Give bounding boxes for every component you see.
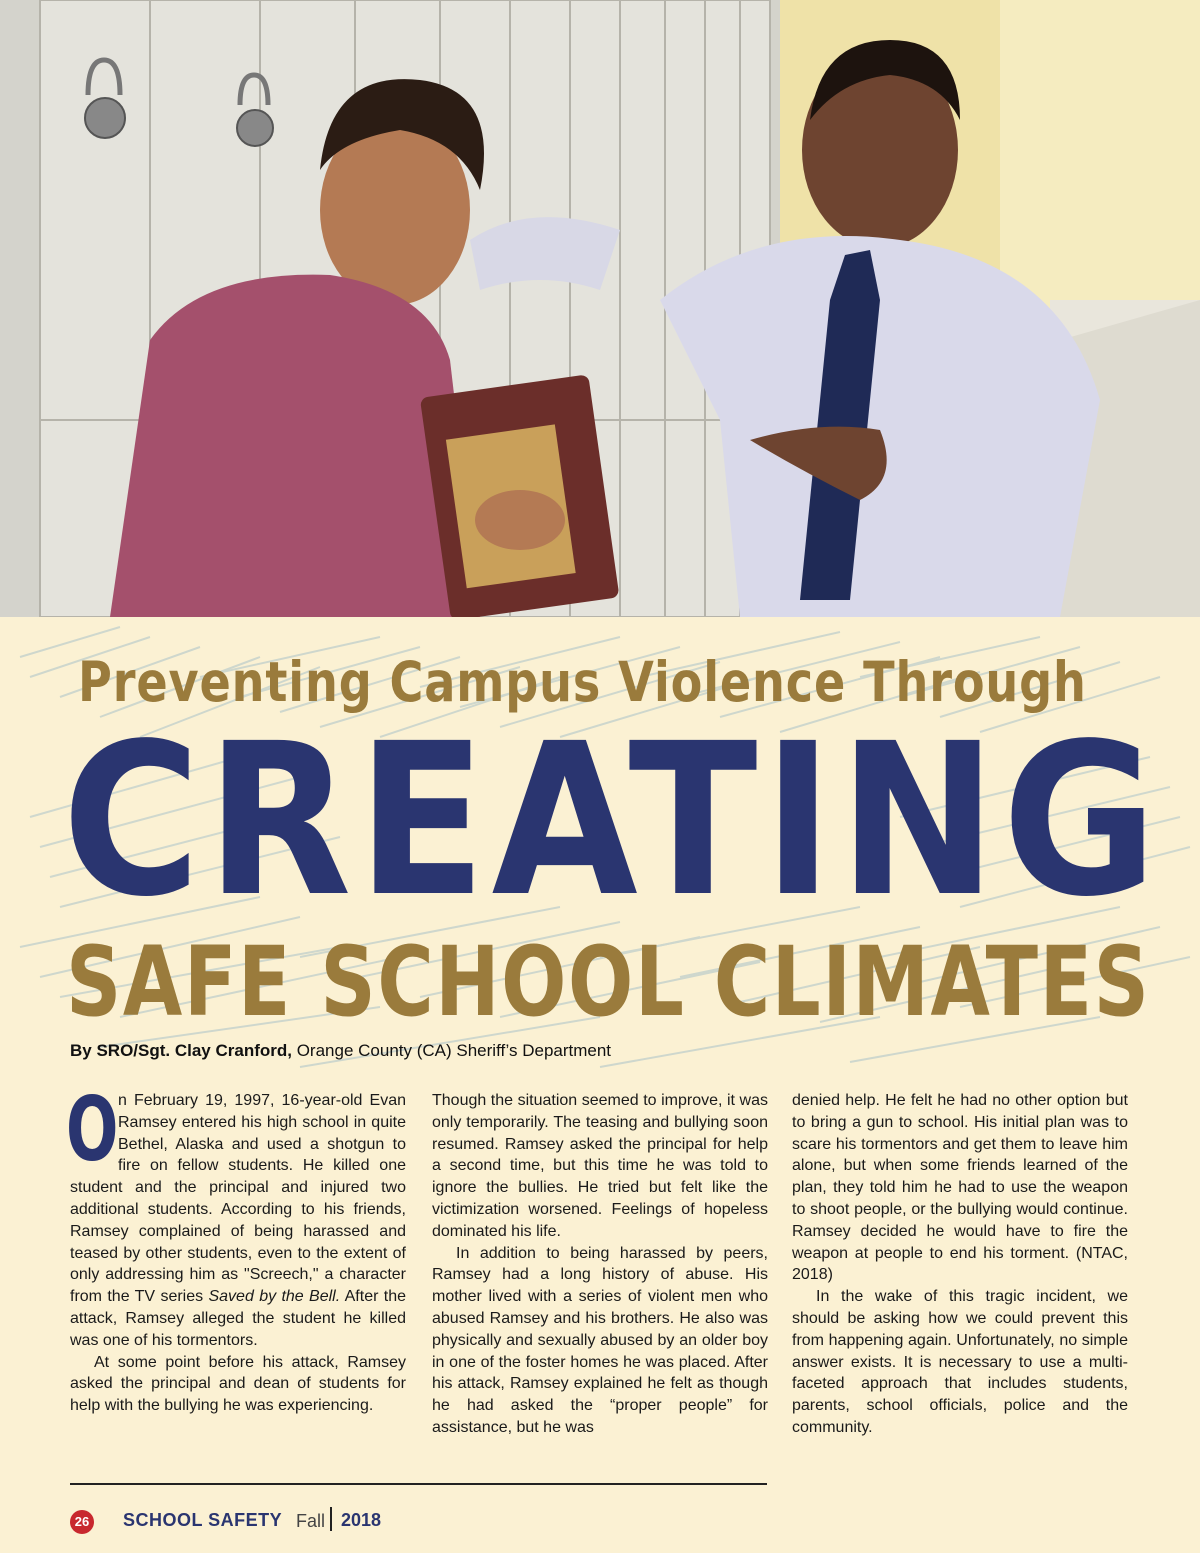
article-column-1 — [66, 1078, 407, 1417]
headline-main: CREATING — [62, 698, 1163, 943]
article-paragraph: At some point before his attack, Ramsey asked the principal and dean of students for help with the bullying he was experiencing. — [70, 1353, 406, 1415]
headline-sub: SAFE SCHOOL CLIMATES — [66, 926, 1151, 1038]
article-column-2 — [432, 1090, 768, 1439]
magazine-name: SCHOOL SAFETY — [123, 1510, 283, 1530]
byline-affiliation: Orange County (CA) Sheriff’s Department — [291, 1041, 612, 1060]
article-paragraph: denied help. He felt he had no other option but to bring a gun to school. His initial plan was to scare his tormentors and get them to leave him alone, but when some friends learned of the plan, they told him he had to use the weapon to shoot people, or the bullying would continue. Ramsey decided he would have to fire the weapon at people to end his torment. (NTAC, 2018) — [792, 1092, 1128, 1284]
article-paragraph: In addition to being harassed by peers, Ramsey had a long history of abuse. His mother lived with a series of violent men who abused Ramsey and his brothers. He also was physically and sexually abused by an older boy in one of the foster homes he was placed. After his attack, Ramsey explained he felt as though he had asked the “proper people” for assistance, but he was — [432, 1244, 768, 1436]
issue-year: 2018 — [341, 1510, 382, 1530]
footer-separator — [330, 1507, 332, 1531]
footer-rule — [70, 1483, 767, 1485]
show-title: Saved by the Bell. — [208, 1288, 341, 1306]
byline — [70, 1041, 611, 1061]
article-column-3 — [792, 1090, 1128, 1439]
issue-season: Fall — [296, 1511, 326, 1531]
drop-cap: O — [66, 1078, 119, 1181]
byline-author: By SRO/Sgt. Clay Cranford, — [70, 1041, 292, 1060]
photo-teacher-consoling-student-icon — [0, 0, 1200, 617]
paragraph-text: After the attack, Ramsey alleged the student he killed was one of his tormentors. — [70, 1288, 407, 1349]
headline-kicker: Preventing Campus Violence Through — [78, 650, 1087, 714]
article-paragraph: In the wake of this tragic incident, we should be asking how we could prevent this from happening again. Unfortunately, no simple answer exists. It is necessary to use a multi-faceted approach that includes students, parents, school officials, police and the community. — [792, 1288, 1128, 1436]
page-number-badge: 26 — [70, 1510, 94, 1534]
hero-photo — [0, 0, 1200, 617]
paragraph-text: n February 19, 1997, 16-year-old Evan Ramsey entered his high school in quite Bethel, Alaska and used a shotgun to fire on fellow students. He killed one student and the principal and injured two additional students. According to his friends, Ramsey complained of being harassed and teased by other students, even to the extent of only addressing him as "Screech," a character from the TV series — [70, 1092, 406, 1306]
article-paragraph — [66, 1078, 407, 1352]
article-paragraph: Though the situation seemed to improve, it was only temporarily. The teasing and bullying soon resumed. Ramsey asked the principal for help a second time, but this time he was told to ignore the bullies. He tried but felt like the victimization worsened. Feelings of hopeless dominated his life. — [432, 1092, 768, 1240]
